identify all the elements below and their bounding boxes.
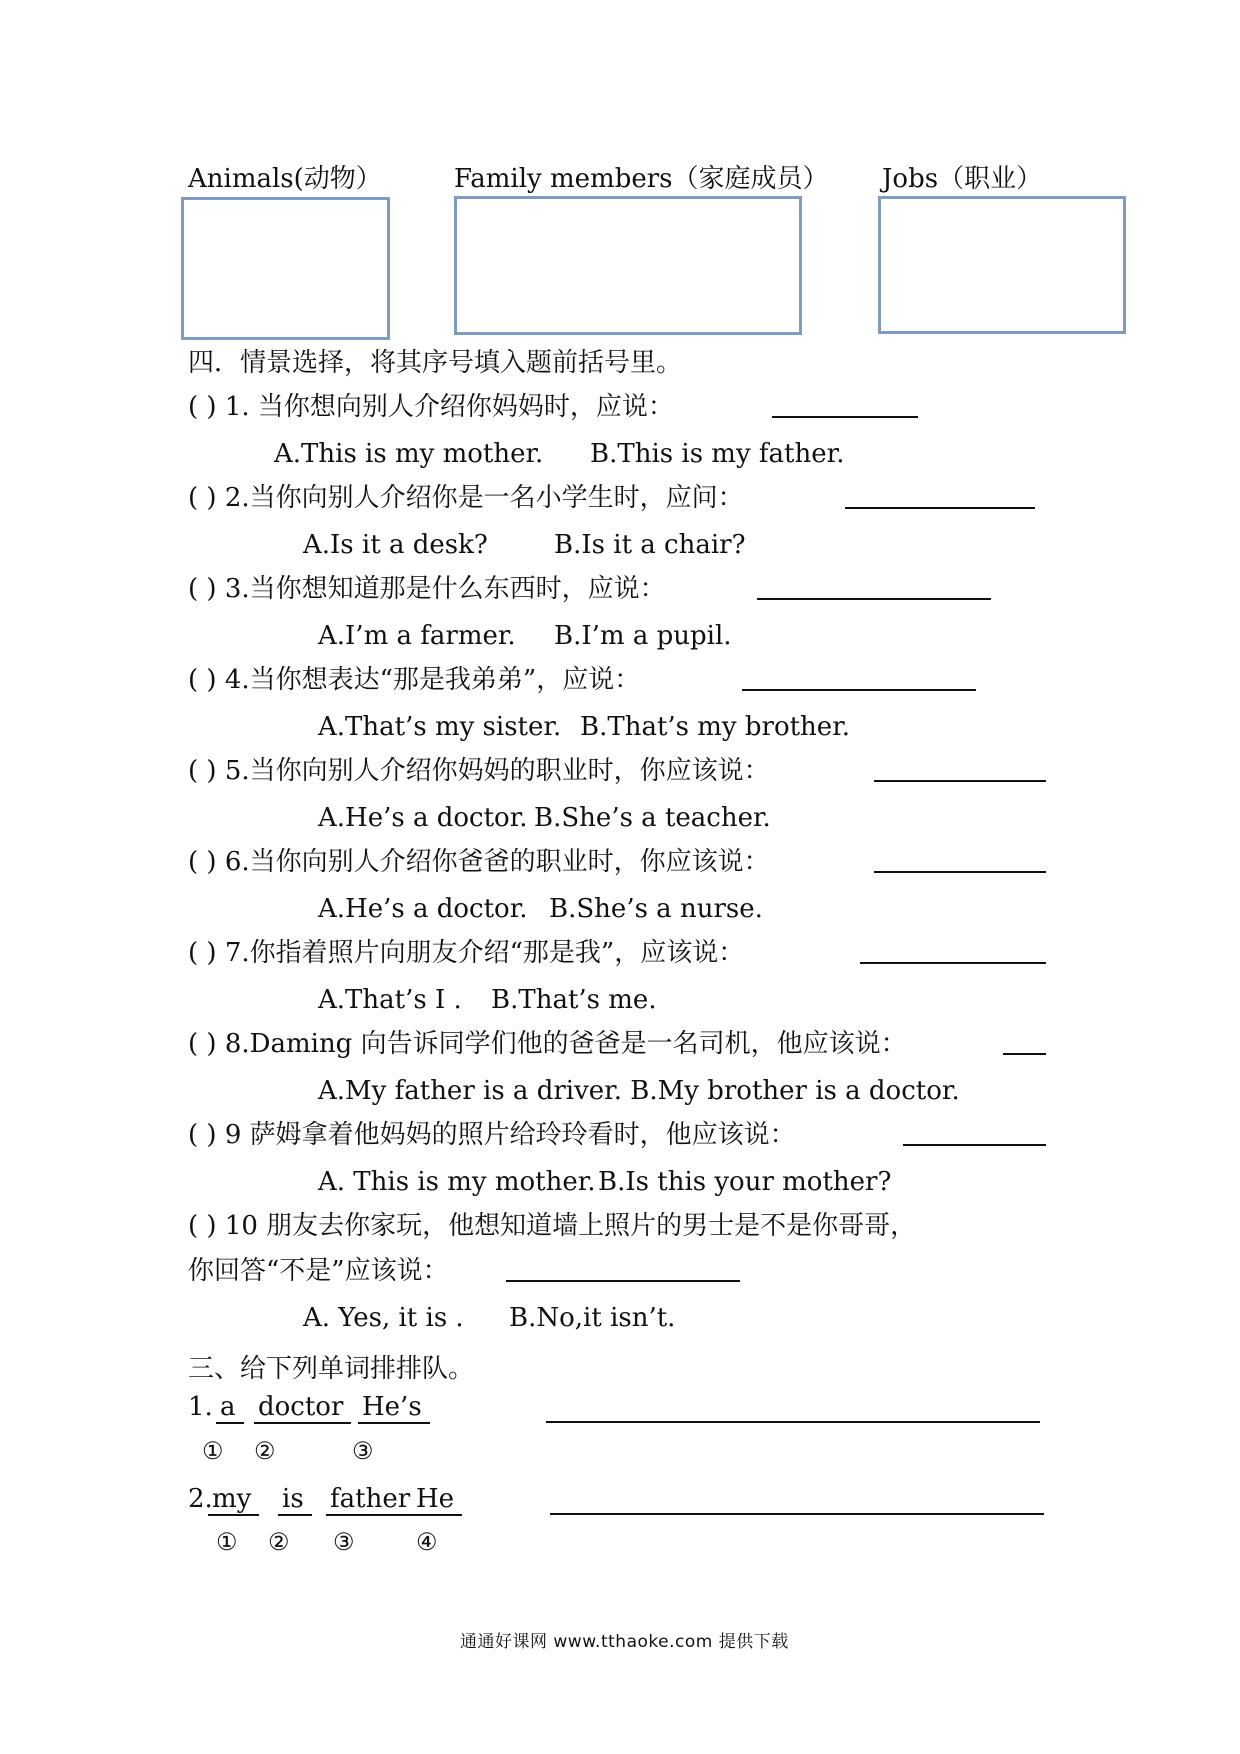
category-box-jobs[interactable] (878, 196, 1126, 334)
answer-blank[interactable] (1003, 1053, 1046, 1055)
option-b: B.This is my father. (590, 439, 845, 469)
word: father (326, 1484, 418, 1516)
category-label-family: Family members（家庭成员） (454, 164, 829, 194)
category-box-family[interactable] (454, 196, 802, 335)
section-4-heading: 四．情景选择，将其序号填入题前括号里。 (188, 348, 683, 378)
category-label-jobs: Jobs（职业） (882, 164, 1043, 194)
option-b: B.Is this your mother? (598, 1167, 892, 1197)
order-mark: ④ (416, 1528, 438, 1556)
option-b: B.She’s a nurse. (549, 894, 763, 924)
question-text: 当你向别人介绍你爸爸的职业时，你应该说： (249, 847, 770, 877)
order-mark: ③ (352, 1437, 374, 1465)
answer-line[interactable] (546, 1421, 1040, 1423)
word: is (278, 1484, 312, 1516)
question-text: 朋友去你家玩，他想知道墙上照片的男士是不是你哥哥， (266, 1211, 917, 1241)
order-mark: ① (216, 1528, 238, 1556)
answer-blank[interactable] (506, 1280, 740, 1282)
option-b: B.No,it isn’t. (509, 1303, 676, 1333)
option-a: A.He’s a doctor. (318, 803, 528, 833)
answer-line[interactable] (550, 1513, 1044, 1515)
option-a: A.That’s my sister. (318, 712, 562, 742)
option-a: A. Yes, it is . (303, 1303, 464, 1333)
word: doctor (254, 1392, 351, 1424)
answer-blank[interactable] (860, 962, 1046, 964)
option-a: A.That’s I . (318, 985, 462, 1015)
question-text: 当你想表达“那是我弟弟”，应说： (249, 665, 641, 695)
order-mark: ② (268, 1528, 290, 1556)
question-text: 你指着照片向朋友介绍“那是我”，应该说： (249, 938, 745, 968)
option-a: A. This is my mother. (318, 1167, 596, 1197)
word: He’s (358, 1392, 430, 1424)
answer-blank[interactable] (845, 507, 1035, 509)
option-b: B.My brother is a doctor. (630, 1076, 960, 1106)
question-text-cont: 你回答“不是”应该说： (188, 1256, 449, 1286)
item-number: 1. (188, 1392, 213, 1422)
question-prefix[interactable]: ( ) 6. (188, 847, 250, 877)
question-text: 当你向别人介绍你是一名小学生时，应问： (249, 483, 744, 513)
answer-blank[interactable] (874, 780, 1046, 782)
answer-blank[interactable] (874, 871, 1046, 873)
word: my (208, 1484, 259, 1516)
option-b: B.That’s my brother. (580, 712, 851, 742)
option-b: B.I’m a pupil. (554, 621, 732, 651)
category-box-animals[interactable] (181, 197, 390, 340)
item-number: 2. (188, 1484, 213, 1514)
answer-blank[interactable] (903, 1144, 1046, 1146)
question-prefix[interactable]: ( ) 10 (188, 1211, 258, 1241)
question-prefix[interactable]: ( ) 5. (188, 756, 250, 786)
option-b: B.That’s me. (491, 985, 657, 1015)
option-a: A.He’s a doctor. (318, 894, 528, 924)
question-text: 当你想知道那是什么东西时，应说： (249, 574, 666, 604)
question-prefix[interactable]: ( ) 3. (188, 574, 250, 604)
footer: 通通好课网 www.tthaoke.com 提供下载 (460, 1632, 789, 1652)
answer-blank[interactable] (742, 689, 976, 691)
answer-blank[interactable] (757, 598, 991, 600)
section-3-heading: 三、给下列单词排排队。 (188, 1354, 475, 1384)
question-text: 当你向别人介绍你妈妈的职业时，你应该说： (249, 756, 770, 786)
question-prefix[interactable]: ( ) 2. (188, 483, 250, 513)
question-prefix[interactable]: ( ) 4. (188, 665, 250, 695)
order-mark: ① (202, 1437, 224, 1465)
answer-blank[interactable] (772, 416, 918, 418)
option-b: B.She’s a teacher. (534, 803, 771, 833)
option-a: A.I’m a farmer. (318, 621, 516, 651)
category-label-animals: Animals(动物） (188, 164, 382, 194)
order-mark: ③ (333, 1528, 355, 1556)
option-b: B.Is it a chair? (554, 530, 746, 560)
option-a: A.Is it a desk? (303, 530, 488, 560)
question-text: 萨姆拿着他妈妈的照片给玲玲看时，他应该说： (249, 1120, 796, 1150)
option-a: A.This is my mother. (274, 439, 544, 469)
question-prefix[interactable]: ( ) 9 (188, 1120, 242, 1150)
question-text: Daming 向告诉同学们他的爸爸是一名司机，他应该说： (249, 1029, 907, 1059)
order-mark: ② (254, 1437, 276, 1465)
option-a: A.My father is a driver. (318, 1076, 623, 1106)
question-prefix[interactable]: ( ) 7. (188, 938, 250, 968)
word: a (216, 1392, 244, 1424)
question-text: 当你想向别人介绍你妈妈时，应说： (257, 392, 674, 422)
question-prefix[interactable]: ( ) 8. (188, 1029, 250, 1059)
question-prefix[interactable]: ( ) 1. (188, 392, 250, 422)
word: He (412, 1484, 462, 1516)
